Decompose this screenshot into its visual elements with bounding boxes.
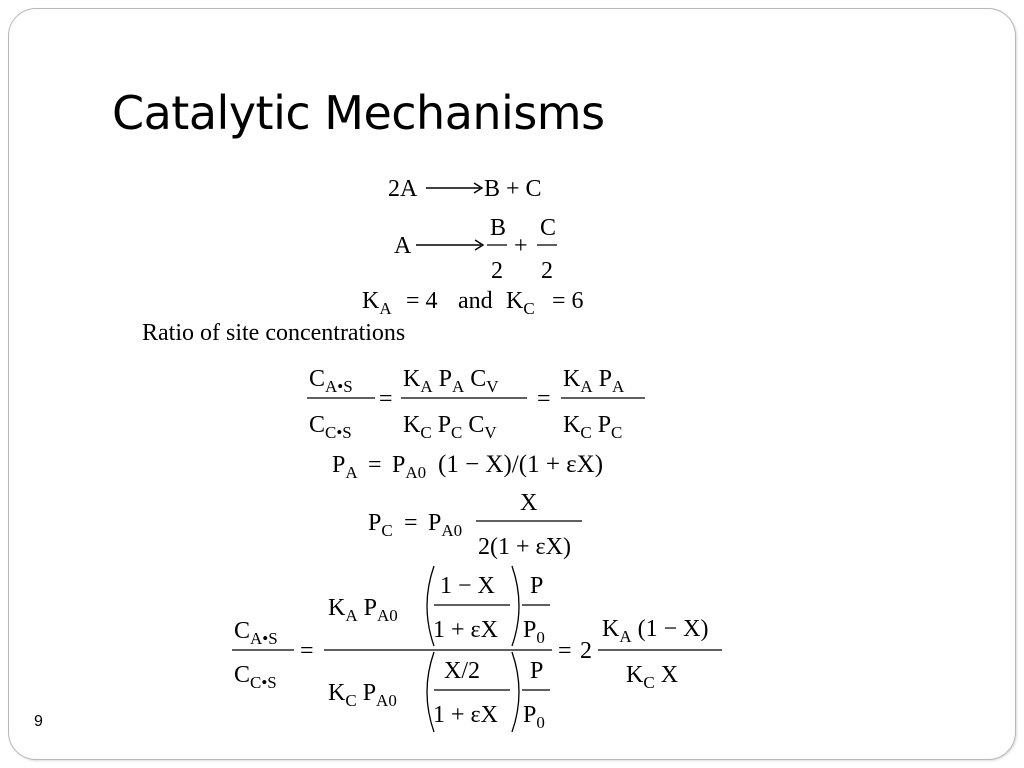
eq7-den-p: P: [530, 658, 544, 684]
eq3-kc-value: = 6: [552, 288, 584, 314]
equation-pa: [330, 442, 640, 490]
eq2-lhs: A: [394, 233, 412, 259]
eq5-equals: =: [368, 452, 382, 478]
equation-constants: [358, 280, 608, 324]
eq7-num-p0: $P_0$: [523, 617, 545, 647]
eq4-den-mid: $K_C$ $P_C$ $C_V$: [403, 412, 497, 442]
eq7-rhs-den: $K_C$ X: [626, 662, 679, 692]
eq7-num-rparen: [512, 566, 519, 646]
eq3-ka-value: = 4: [406, 288, 438, 314]
eq7-equals-1: =: [300, 638, 314, 664]
slide-number: 9: [34, 713, 43, 730]
eq2-term2-num: C: [540, 215, 557, 241]
eq7-equals-2: =: [558, 638, 572, 664]
eq7-den-x-over-2: X/2: [444, 658, 480, 684]
eq7-num-ka-pa0: $K_A$ $P_{A0}$: [328, 595, 398, 625]
eq2-term2-den: 2: [541, 258, 553, 284]
slide-title: Catalytic Mechanisms: [112, 86, 605, 140]
eq3-and: and: [458, 288, 493, 314]
eq5-pa0: $P_{A0}$: [392, 452, 427, 482]
eq7-rhs-num: $K_A$ (1 − X): [602, 616, 709, 646]
equation-site-ratio-final: [228, 560, 728, 740]
equation-site-ratio: [305, 356, 655, 446]
eq4-num-cas: $C_{A•S}$: [309, 366, 353, 396]
eq4-den-right: $K_C$ $P_C$: [563, 412, 623, 442]
eq3-ka: $K_A$: [362, 288, 392, 318]
equation-pc: [366, 488, 596, 568]
eq6-num: X: [520, 490, 538, 516]
eq4-num-right: $K_A$ $P_A$: [563, 366, 625, 396]
eq4-den-ccs: $C_{C•S}$: [309, 412, 352, 442]
equation-reaction-2: [386, 208, 576, 288]
eq2-term1-den: 2: [491, 258, 503, 284]
caption-site-ratio: Ratio of site concentrations: [142, 320, 406, 346]
eq7-den-one-plus-ex: 1 + εX: [433, 702, 498, 728]
eq7-two: 2: [580, 638, 592, 664]
eq7-den-kc-pa0: $K_C$ $P_{A0}$: [328, 680, 397, 710]
eq2-term1-num: B: [490, 215, 507, 241]
eq6-lhs: $P_C$: [368, 510, 393, 540]
eq7-den-p0: $P_0$: [523, 702, 545, 732]
eq1-rhs: B + C: [484, 176, 542, 202]
eq7-num-one-minus-x: 1 − X: [440, 573, 495, 599]
eq5-lhs: $P_A$: [332, 452, 358, 482]
eq6-equals: =: [404, 510, 418, 536]
eq7-num-one-plus-ex: 1 + εX: [433, 617, 498, 643]
eq7-num-p: P: [530, 573, 544, 599]
eq4-num-mid: $K_A$ $P_A$ $C_V$: [403, 366, 499, 396]
equation-reaction-1: [380, 168, 580, 208]
eq6-den: 2(1 + εX): [478, 534, 571, 560]
eq7-lhs-den: $C_{C•S}$: [234, 662, 277, 692]
eq2-plus: +: [514, 233, 528, 259]
eq7-den-rparen: [512, 652, 519, 732]
eq4-equals-1: =: [379, 386, 393, 412]
eq4-equals-2: =: [537, 386, 551, 412]
eq1-lhs: 2A: [388, 176, 418, 202]
eq5-body: (1 − X)/(1 + εX): [438, 451, 604, 478]
eq3-kc: $K_C$: [506, 288, 535, 318]
eq7-lhs-num: $C_{A•S}$: [234, 618, 278, 648]
eq6-pa0: $P_{A0}$: [428, 510, 463, 540]
